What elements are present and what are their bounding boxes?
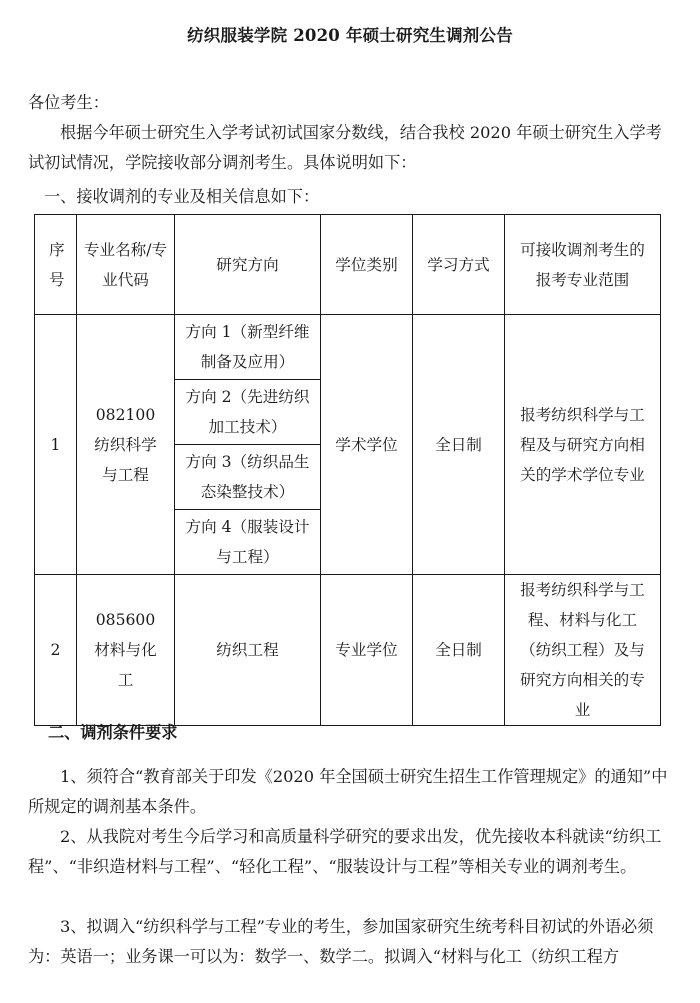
condition-1: 1、须符合“教育部关于印发《2020 年全国硕士研究生招生工作管理规定》的通知”中所规定的调剂基本条件。 [28,767,668,816]
greeting: 各位考生： [28,93,109,112]
row2-mode: 全日制 [413,575,505,726]
intro-paragraph: 根据今年硕士研究生入学考试初试国家分数线，结合我校 2020 年硕士研究生入学考试初试情况，学院接收部分调剂考生。具体说明如下： [28,123,662,172]
row1-no: 1 [35,315,77,575]
table-row [35,315,661,380]
row2-no: 2 [35,575,77,726]
row1-mode: 全日制 [413,315,505,575]
row1-scope: 报考纺织科学与工程及与研究方向相关的学术学位专业 [505,315,661,575]
header-no: 序号 [35,215,77,315]
row1-direction-3: 方向 3（纺织品生态染整技术） [175,445,321,510]
section1-heading: 一、接收调剂的专业及相关信息如下： [44,187,320,206]
document-title: 纺织服装学院 2020 年硕士研究生调剂公告 [187,26,513,45]
row2-major: 085600 材料与化工 [77,575,175,726]
row1-major: 082100 纺织科学与工程 [77,315,175,575]
row2-degree: 专业学位 [321,575,413,726]
majors-table [34,214,661,726]
row1-degree: 学术学位 [321,315,413,575]
condition-2: 2、从我院对考生今后学习和高质量科学研究的要求出发，优先接收本科就读“纺织工程”、“非织造材料与工程”、“轻化工程”、“服装设计与工程”等相关专业的调剂考生。 [28,827,662,876]
row2-scope: 报考纺织科学与工程、材料与化工（纺织工程）及与研究方向相关的专业 [505,575,661,726]
header-degree: 学位类别 [321,215,413,315]
header-scope: 可接收调剂考生的报考专业范围 [505,215,661,315]
table-row [35,575,661,726]
section2-heading: 二、调剂条件要求 [48,723,178,742]
table-header-row [35,215,661,315]
row1-direction-1: 方向 1（新型纤维制备及应用） [175,315,321,380]
condition-3: 3、拟调入“纺织科学与工程”专业的考生，参加国家研究生统考科目初试的外语必须为：英语一；业务课一可以为：数学一、数学二。拟调入“材料与化工（纺织工程方 [28,917,654,966]
row1-direction-2: 方向 2（先进纺织加工技术） [175,380,321,445]
header-major: 专业名称/专业代码 [77,215,175,315]
row1-direction-4: 方向 4（服装设计与工程） [175,510,321,575]
header-mode: 学习方式 [413,215,505,315]
header-direction: 研究方向 [175,215,321,315]
row2-direction: 纺织工程 [175,575,321,726]
